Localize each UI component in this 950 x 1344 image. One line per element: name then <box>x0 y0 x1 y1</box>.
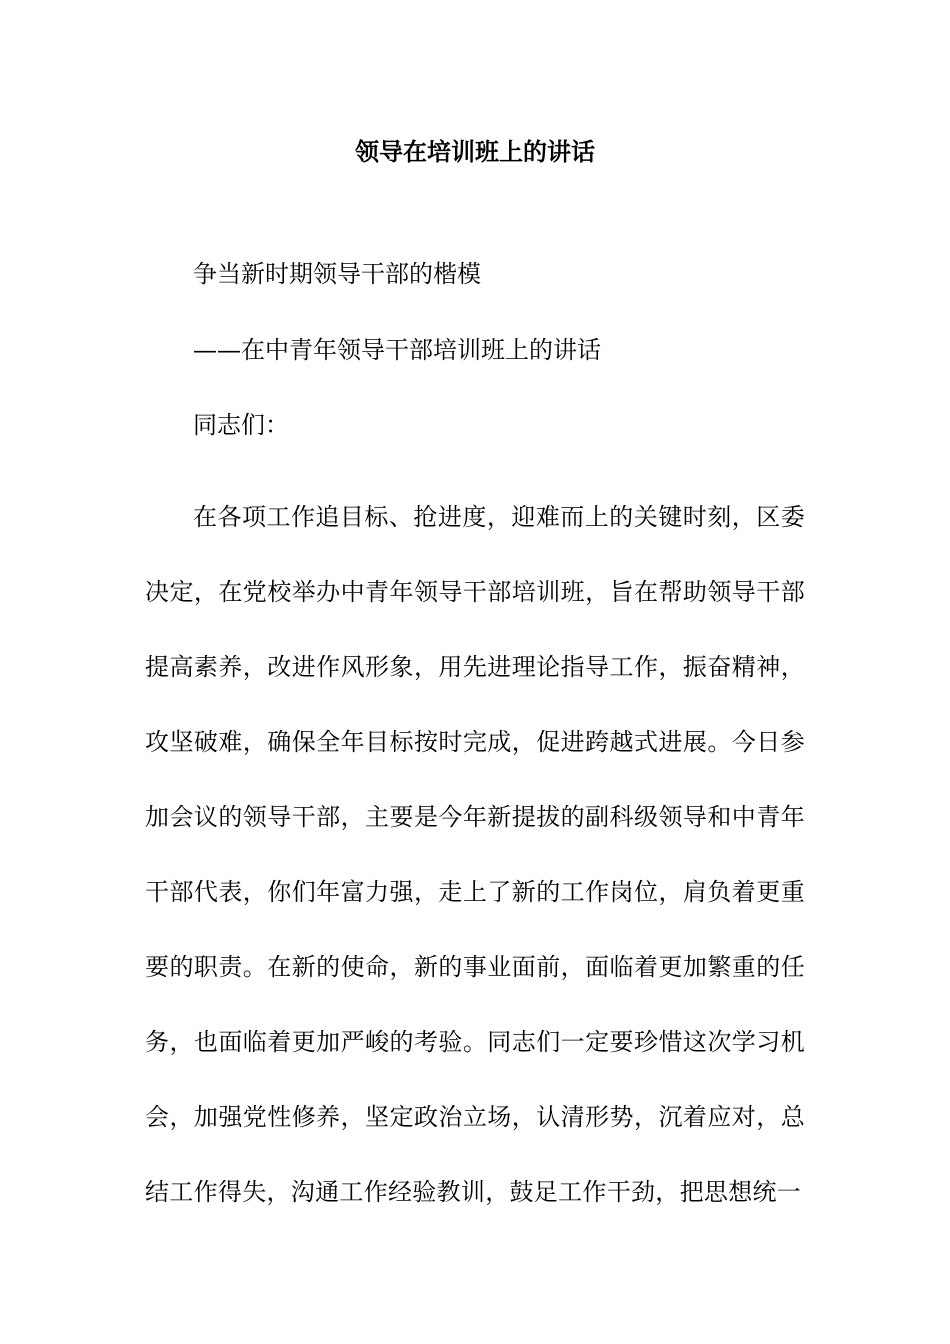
speech-subheading: ——在中青年领导干部培训班上的讲话 <box>193 336 601 364</box>
document-title: 领导在培训班上的讲话 <box>355 137 595 166</box>
speech-heading: 争当新时期领导干部的楷模 <box>193 260 481 288</box>
salutation: 同志们： <box>193 411 289 439</box>
body-paragraph: 在各项工作追目标、抢进度，迎难而上的关键时刻，区委决定，在党校举办中青年领导干部培训班，旨在帮助领导干部提高素养，改进作风形象，用先进理论指导工作，振奋精神，攻坚破难，确保全年目标按时完成，促进跨越式进展。今日参加会议的领导干部，主要是今年新提拔的副科级领导和中青年干部代表，你们年富力强，走上了新的工作岗位，肩负着更重要的职责。在新的使命，新的事业面前，面临着更加繁重的任务，也面临着更加严峻的考验。同志们一定要珍惜这次学习机会，加强党性修养，坚定政治立场，认清形势，沉着应对，总结工作得失，沟通工作经验教训，鼓足工作干劲，把思想统一 <box>145 503 805 1206</box>
